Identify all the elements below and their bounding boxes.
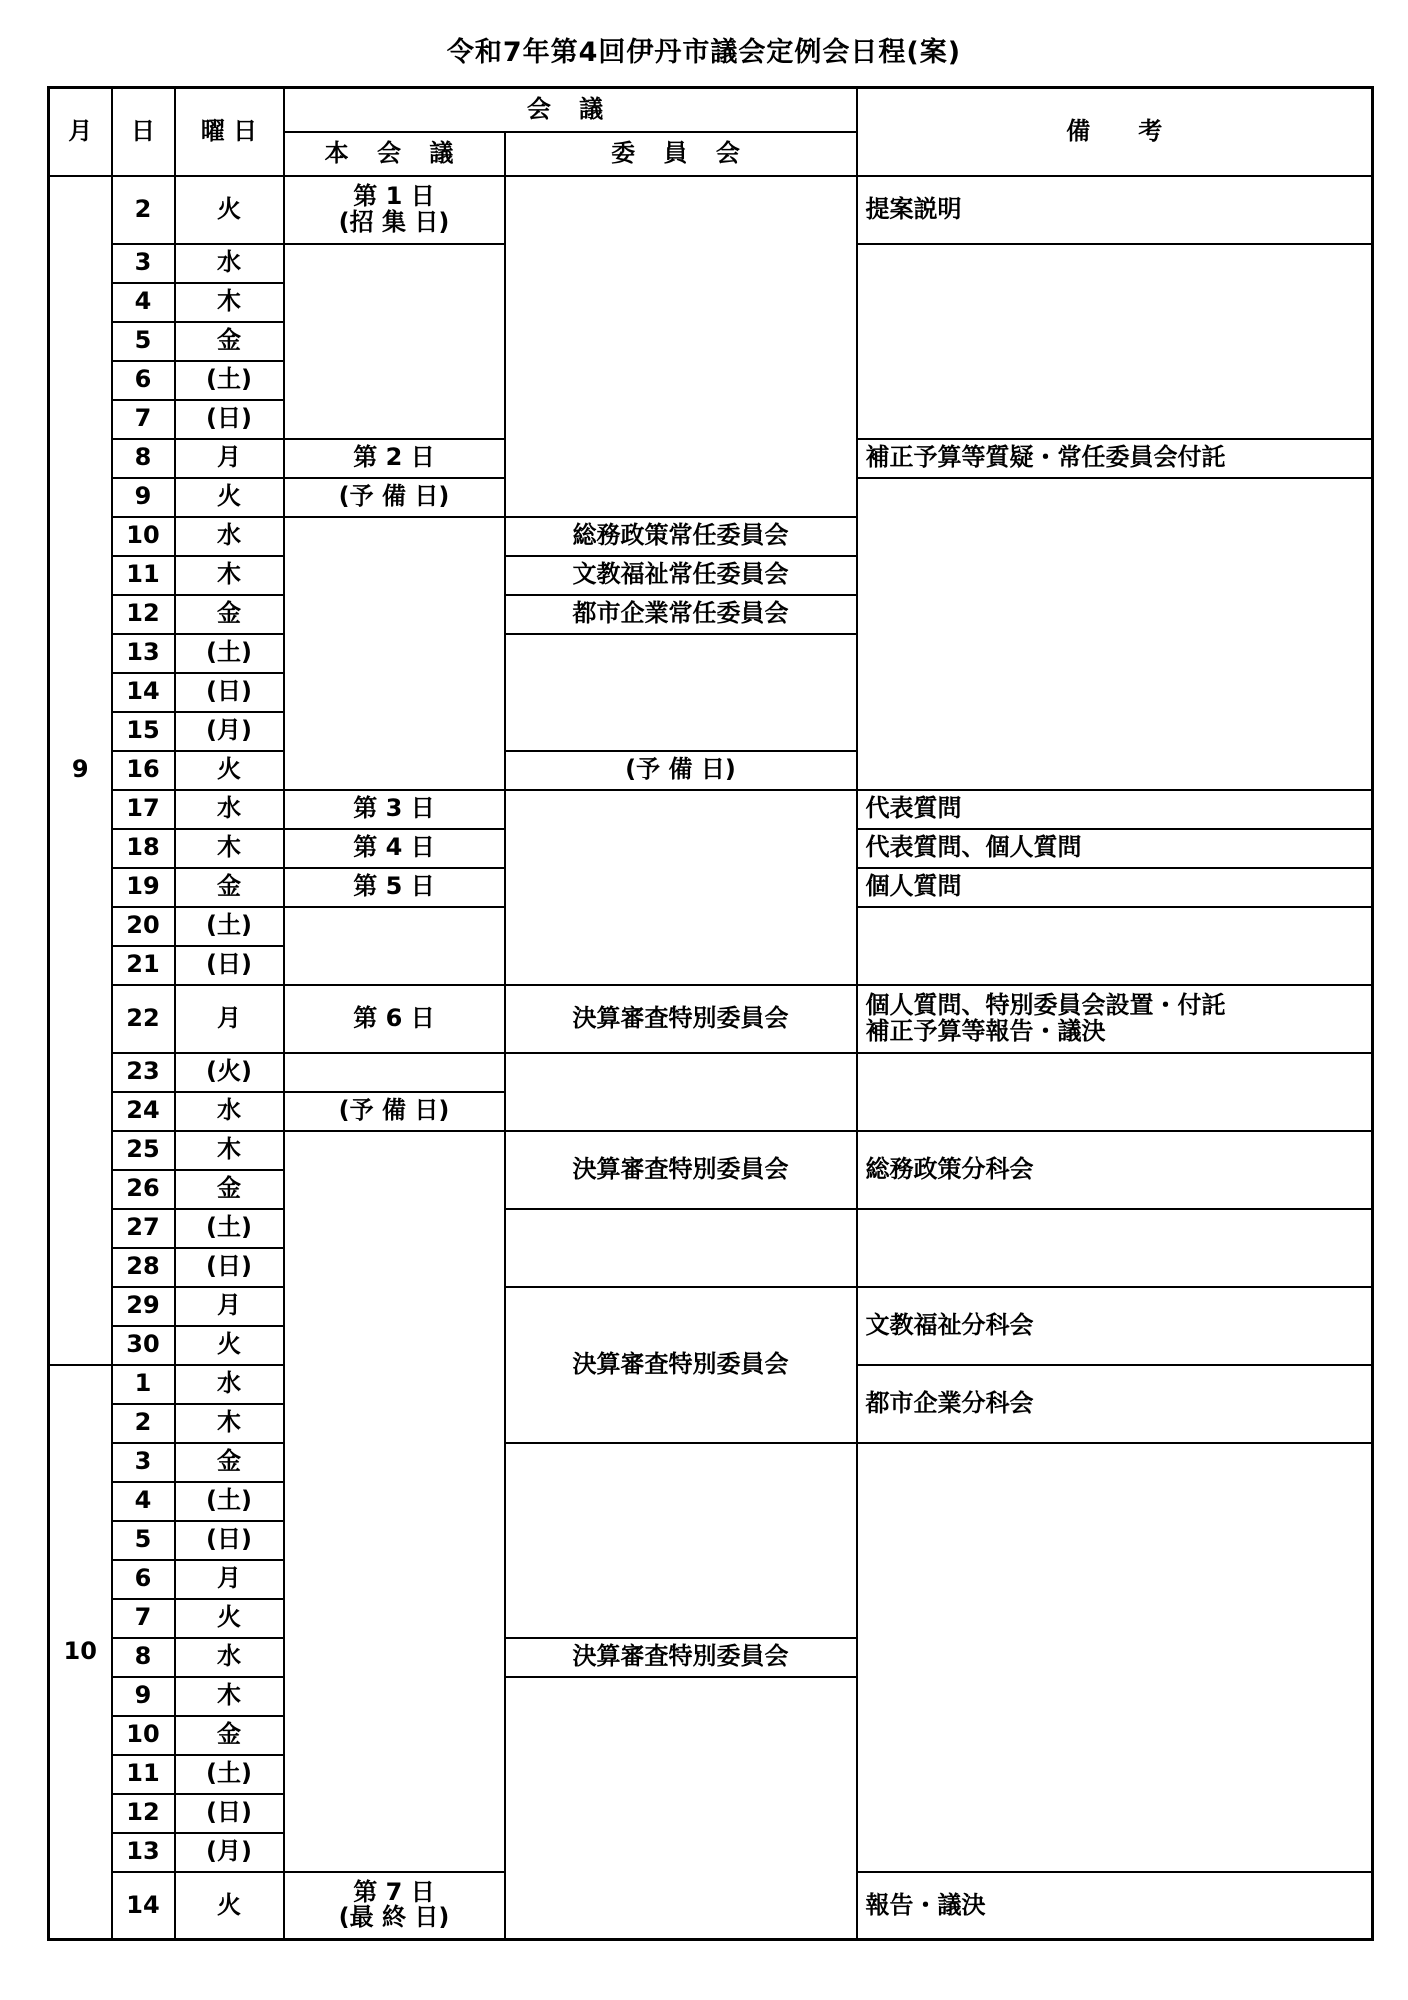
weekday-cell: 火 (175, 1872, 284, 1940)
committee-empty (505, 1209, 857, 1287)
weekday-cell: (土) (175, 1755, 284, 1794)
day-cell: 2 (112, 1404, 175, 1443)
plenary-reserve: (予 備 日) (284, 1092, 505, 1131)
committee-cell: 都市企業常任委員会 (505, 595, 857, 634)
day-cell: 19 (112, 868, 175, 907)
weekday-cell: 水 (175, 244, 284, 283)
committee-empty (505, 1443, 857, 1638)
plenary-empty (284, 1131, 505, 1872)
month-september: 9 (49, 176, 112, 1365)
weekday-cell: (日) (175, 400, 284, 439)
plenary-reserve: (予 備 日) (284, 478, 505, 517)
weekday-cell: 火 (175, 478, 284, 517)
notes-cell: 報告・議決 (857, 1872, 1373, 1940)
weekday-cell: (火) (175, 1053, 284, 1092)
day-cell: 2 (112, 176, 175, 244)
notes-cell: 都市企業分科会 (857, 1365, 1373, 1443)
plenary-day-7 (284, 1872, 505, 1940)
notes-line-2: 補正予算等報告・議決 (865, 1016, 1106, 1045)
document-title: 令和7年第4回伊丹市議会定例会日程(案) (446, 37, 962, 68)
weekday-cell: 火 (175, 176, 284, 244)
weekday-cell: 木 (175, 1677, 284, 1716)
weekday-cell: 火 (175, 1599, 284, 1638)
header-month: 月 (49, 88, 112, 176)
weekday-cell: 木 (175, 1131, 284, 1170)
day-cell: 22 (112, 985, 175, 1053)
weekday-cell: 月 (175, 439, 284, 478)
day-cell: 30 (112, 1326, 175, 1365)
notes-empty (857, 1209, 1373, 1287)
header-weekday: 曜 日 (175, 88, 284, 176)
notes-cell: 個人質問 (857, 868, 1373, 907)
weekday-cell: (土) (175, 1209, 284, 1248)
header-committee: 委 員 会 (505, 132, 857, 176)
notes-cell (857, 985, 1373, 1053)
notes-empty (857, 1053, 1373, 1131)
day-cell: 8 (112, 1638, 175, 1677)
notes-cell: 文教福祉分科会 (857, 1287, 1373, 1365)
committee-empty (505, 176, 857, 517)
weekday-cell: 火 (175, 1326, 284, 1365)
day-cell: 20 (112, 907, 175, 946)
plenary-day-1-sub: (招 集 日) (338, 207, 450, 236)
plenary-empty (284, 907, 505, 985)
notes-cell: 提案説明 (857, 176, 1373, 244)
weekday-cell: (土) (175, 361, 284, 400)
weekday-cell: 金 (175, 322, 284, 361)
day-cell: 10 (112, 517, 175, 556)
day-cell: 25 (112, 1131, 175, 1170)
weekday-cell: 金 (175, 595, 284, 634)
notes-line-1: 個人質問、特別委員会設置・付託 (865, 991, 1226, 1020)
committee-cell: 文教福祉常任委員会 (505, 556, 857, 595)
notes-empty (857, 907, 1373, 985)
weekday-cell: 木 (175, 1404, 284, 1443)
weekday-cell: 金 (175, 1716, 284, 1755)
plenary-day-1-label: 第 1 日 (353, 182, 435, 211)
weekday-cell: 金 (175, 1443, 284, 1482)
weekday-cell: (月) (175, 1833, 284, 1872)
weekday-cell: 火 (175, 751, 284, 790)
notes-cell: 補正予算等質疑・常任委員会付託 (857, 439, 1373, 478)
day-cell: 1 (112, 1365, 175, 1404)
day-cell: 14 (112, 1872, 175, 1940)
committee-empty (505, 1053, 857, 1131)
day-cell: 5 (112, 322, 175, 361)
weekday-cell: 月 (175, 1287, 284, 1326)
weekday-cell: (日) (175, 1521, 284, 1560)
day-cell: 4 (112, 283, 175, 322)
weekday-cell: 月 (175, 1560, 284, 1599)
day-cell: 13 (112, 1833, 175, 1872)
weekday-cell: (日) (175, 1248, 284, 1287)
weekday-cell: 木 (175, 556, 284, 595)
weekday-cell: 金 (175, 1170, 284, 1209)
plenary-empty (284, 244, 505, 439)
day-cell: 13 (112, 634, 175, 673)
day-cell: 16 (112, 751, 175, 790)
day-cell: 15 (112, 712, 175, 751)
committee-cell: 総務政策常任委員会 (505, 517, 857, 556)
plenary-day-3: 第 3 日 (284, 790, 505, 829)
weekday-cell: 水 (175, 790, 284, 829)
day-cell: 27 (112, 1209, 175, 1248)
day-cell: 6 (112, 361, 175, 400)
day-cell: 12 (112, 595, 175, 634)
day-cell: 28 (112, 1248, 175, 1287)
committee-cell: 決算審査特別委員会 (505, 1638, 857, 1677)
notes-cell: 総務政策分科会 (857, 1131, 1373, 1209)
day-cell: 21 (112, 946, 175, 985)
plenary-day-2: 第 2 日 (284, 439, 505, 478)
day-cell: 5 (112, 1521, 175, 1560)
weekday-cell: (日) (175, 1794, 284, 1833)
day-cell: 11 (112, 1755, 175, 1794)
day-cell: 17 (112, 790, 175, 829)
weekday-cell: (土) (175, 1482, 284, 1521)
committee-reserve: (予 備 日) (505, 751, 857, 790)
notes-empty (857, 1443, 1373, 1872)
weekday-cell: 木 (175, 829, 284, 868)
day-cell: 7 (112, 400, 175, 439)
committee-empty (505, 1677, 857, 1940)
day-cell: 11 (112, 556, 175, 595)
day-cell: 24 (112, 1092, 175, 1131)
day-cell: 9 (112, 1677, 175, 1716)
header-day: 日 (112, 88, 175, 176)
plenary-day-5: 第 5 日 (284, 868, 505, 907)
month-october: 10 (49, 1365, 112, 1940)
day-cell: 14 (112, 673, 175, 712)
notes-cell: 代表質問、個人質問 (857, 829, 1373, 868)
header-plenary: 本 会 議 (284, 132, 505, 176)
header-notes: 備 考 (857, 88, 1373, 176)
weekday-cell: (土) (175, 907, 284, 946)
weekday-cell: (日) (175, 673, 284, 712)
day-cell: 10 (112, 1716, 175, 1755)
plenary-day-7-label: 第 7 日 (353, 1878, 435, 1907)
plenary-empty (284, 517, 505, 790)
day-cell: 4 (112, 1482, 175, 1521)
day-cell: 18 (112, 829, 175, 868)
notes-empty (857, 478, 1373, 790)
day-cell: 12 (112, 1794, 175, 1833)
committee-empty (505, 790, 857, 985)
weekday-cell: 月 (175, 985, 284, 1053)
day-cell: 26 (112, 1170, 175, 1209)
day-cell: 8 (112, 439, 175, 478)
weekday-cell: (月) (175, 712, 284, 751)
weekday-cell: (土) (175, 634, 284, 673)
plenary-day-1 (284, 176, 505, 244)
day-cell: 23 (112, 1053, 175, 1092)
plenary-day-4: 第 4 日 (284, 829, 505, 868)
weekday-cell: 水 (175, 1092, 284, 1131)
committee-cell: 決算審査特別委員会 (505, 1287, 857, 1443)
day-cell: 29 (112, 1287, 175, 1326)
weekday-cell: 金 (175, 868, 284, 907)
notes-cell: 代表質問 (857, 790, 1373, 829)
weekday-cell: (日) (175, 946, 284, 985)
plenary-day-7-sub: (最 終 日) (338, 1903, 450, 1932)
committee-cell: 決算審査特別委員会 (505, 1131, 857, 1209)
weekday-cell: 水 (175, 1365, 284, 1404)
plenary-day-6: 第 6 日 (284, 985, 505, 1053)
schedule-table (47, 86, 1374, 1941)
header-meeting: 会 議 (284, 88, 857, 132)
plenary-empty (284, 1053, 505, 1092)
committee-empty (505, 634, 857, 751)
day-cell: 3 (112, 1443, 175, 1482)
day-cell: 7 (112, 1599, 175, 1638)
weekday-cell: 水 (175, 517, 284, 556)
weekday-cell: 木 (175, 283, 284, 322)
weekday-cell: 水 (175, 1638, 284, 1677)
day-cell: 3 (112, 244, 175, 283)
committee-cell: 決算審査特別委員会 (505, 985, 857, 1053)
notes-empty (857, 244, 1373, 439)
day-cell: 6 (112, 1560, 175, 1599)
day-cell: 9 (112, 478, 175, 517)
